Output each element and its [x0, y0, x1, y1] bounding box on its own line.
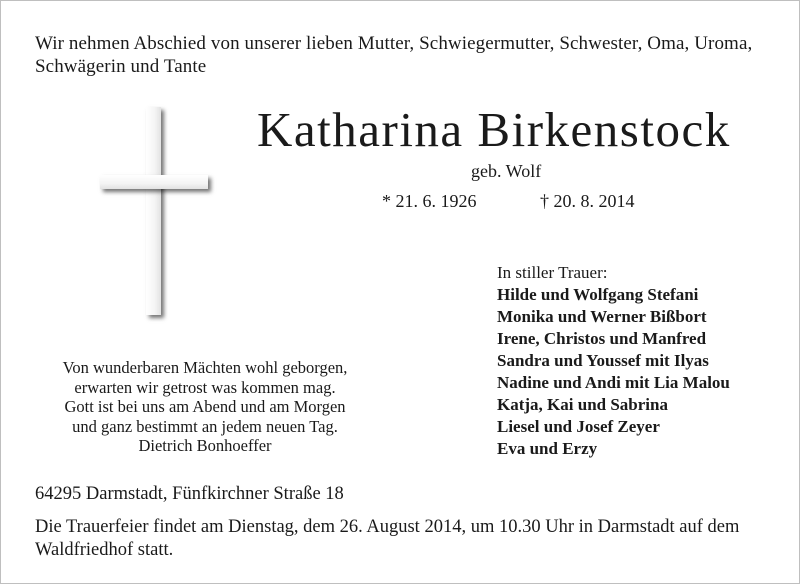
poem-line: Gott ist bei uns am Abend und am Morgen	[64, 397, 346, 417]
poem-author: Dietrich Bonhoeffer	[138, 436, 272, 456]
mourners-lead: In stiller Trauer:	[497, 263, 608, 282]
mourner-family: Liesel und Josef Zeyer	[497, 417, 660, 436]
mourner-family: Nadine und Andi mit Lia Malou	[497, 373, 730, 392]
cross-horizontal-beam	[100, 175, 208, 189]
cross-vertical-beam	[146, 107, 161, 315]
address: 64295 Darmstadt, Fünfkirchner Straße 18	[35, 484, 344, 504]
mourners-list	[497, 262, 730, 460]
poem-line: erwarten wir getrost was kommen mag.	[74, 377, 336, 397]
cross-icon	[100, 107, 212, 319]
poem-line: Von wunderbaren Mächten wohl geborgen,	[62, 358, 348, 377]
death-date: † 20. 8. 2014	[540, 191, 635, 211]
poem-line: und ganz bestimmt an jedem neuen Tag.	[72, 416, 338, 436]
intro-text: Wir nehmen Abschied von unserer lieben Mutter, Schwiegermutter, Schwester, Oma, Uroma, Schwägerin und Tante	[35, 33, 753, 77]
mourner-family: Eva und Erzy	[497, 439, 598, 458]
deceased-name: Katharina Birkenstock	[257, 102, 731, 157]
birth-date: * 21. 6. 1926	[382, 191, 477, 211]
mourner-family: Irene, Christos und Manfred	[497, 329, 707, 348]
maiden-name: geb. Wolf	[471, 161, 542, 181]
mourner-family: Monika und Werner Bißbort	[497, 307, 707, 326]
mourner-family: Sandra und Youssef mit Ilyas	[497, 351, 709, 370]
poem	[25, 358, 385, 456]
service-info: Die Trauerfeier findet am Dienstag, dem 26. August 2014, um 10.30 Uhr in Darmstadt auf dem Waldfriedhof statt.	[35, 517, 740, 560]
mourner-family: Katja, Kai und Sabrina	[497, 395, 668, 414]
mourner-family: Hilde und Wolfgang Stefani	[497, 285, 699, 304]
